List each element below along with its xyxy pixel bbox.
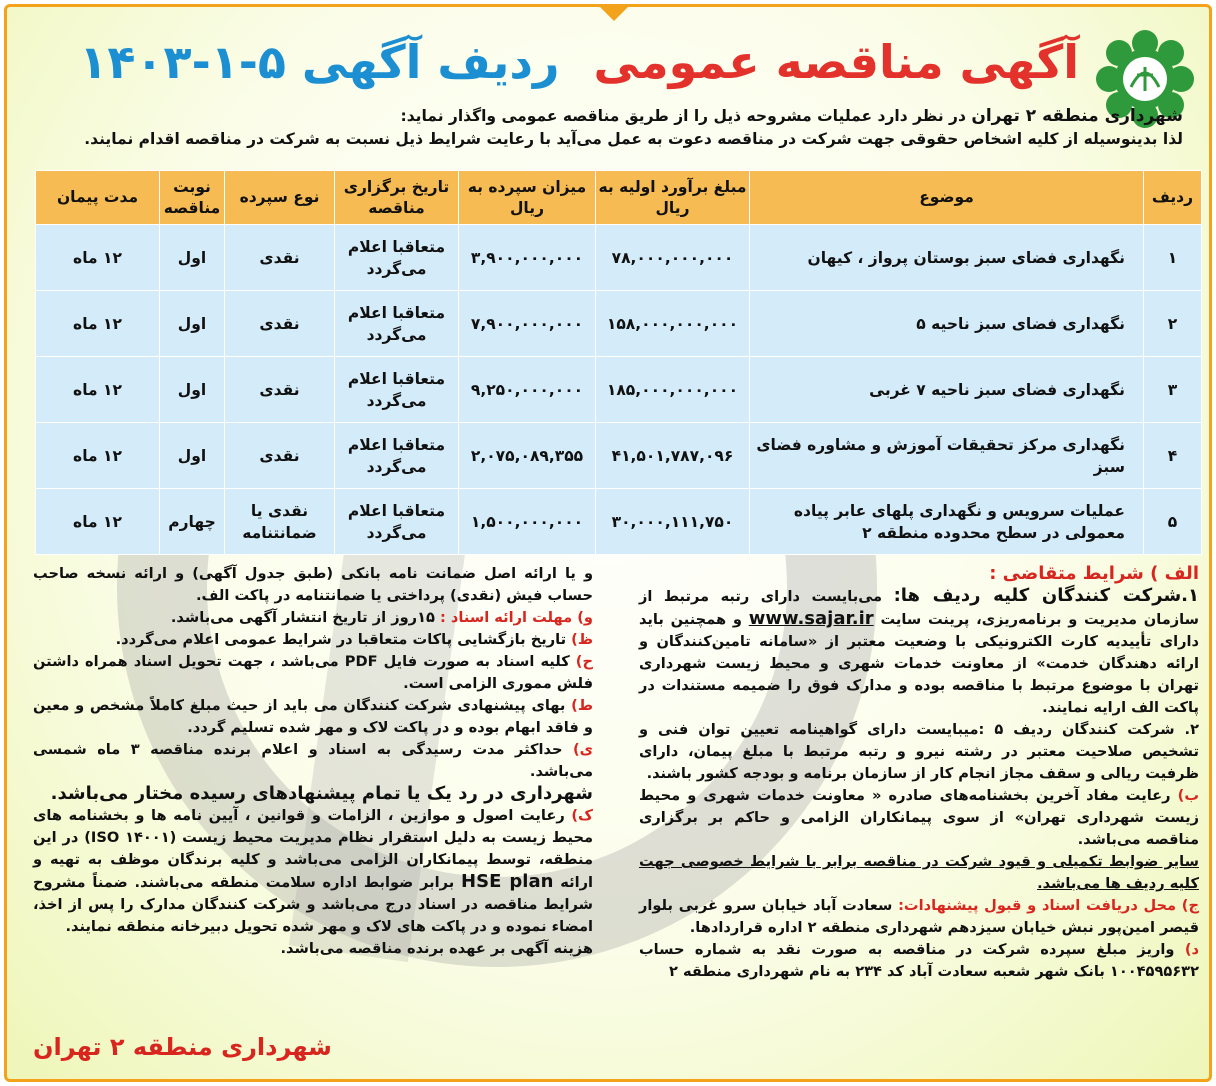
guarantee-text-a: و یا ارائه اصل ضمانت نامه بانکی <box>341 565 594 582</box>
condition-j-text: سعادت آباد خیابان سرو غربی بلوار قیصر امین‌پور نبش خیابان سیزدهم شهرداری منطقه ۲ اداره قراردادها. <box>639 897 1199 936</box>
column-header-deposit: میزان سپرده به ریال <box>459 171 596 225</box>
cell-round: اول <box>160 225 225 291</box>
cell-duration: ۱۲ ماه <box>36 357 160 423</box>
condition-2-text: ۲. شرکت کنندگان ردیف ۵ :میبایست دارای گواهینامه تعیین توان فنی و تشخیص صلاحیت معتبر در رشته نیرو و رتبه مرتبط با مبلغ پیمان، دارای ظرفیت ریالی و سقف مجاز انجام کار از سازمان برنامه و بودجه کشور باشند. <box>639 721 1199 782</box>
cell-deposit: ۹,۲۵۰,۰۰۰,۰۰۰ <box>459 357 596 423</box>
condition-y-text: حداکثر مدت رسیدگی به اسناد و اعلام برنده مناقصه ۳ ماه شمسی می‌باشد. <box>33 741 593 780</box>
column-header-estimate: مبلغ برآورد اولیه به ریال <box>596 171 750 225</box>
table-row <box>36 489 1202 555</box>
tender-table <box>35 170 1202 555</box>
intro-statement: در نظر دارد عملیات مشروحه ذیل را از طریق مناقصه عمومی واگذار نماید: <box>400 107 966 125</box>
cell-subject: نگهداری فضای سبز ناحیه ۷ غربی <box>750 357 1144 423</box>
ad-cost-text: هزینه آگهی بر عهده برنده مناقصه می‌باشد. <box>280 940 593 957</box>
column-header-row-number: ردیف <box>1144 171 1202 225</box>
condition-k-text: رعایت اصول و موازین ، الزامات و قوانین ، آیین نامه ها و بخشنامه های محیط زیست به دلیل استقرار نظام مدیریت محیط زیست (ISO ۱۴۰۰۱) در این منطقه، توسط پیمانکاران الزامی می‌باشد و کلیه برندگان موظف به تهیه و ارائه <box>33 807 594 891</box>
condition-y-label: ی) <box>572 741 593 758</box>
condition-z-text: تاریخ بازگشایی پاکات متعاقبا در شرایط عمومی اعلام می‌گردد. <box>115 631 567 648</box>
cell-num: ۲ <box>1144 291 1202 357</box>
cell-subject: نگهداری فضای سبز ناحیه ۵ <box>750 291 1144 357</box>
cell-deposit: ۳,۹۰۰,۰۰۰,۰۰۰ <box>459 225 596 291</box>
title-row-number: ردیف آگهی ۵-۱-۱۴۰۳ <box>79 35 560 89</box>
condition-v-label: و) مهلت ارائه اسناد : <box>440 609 593 626</box>
conditions-right-column <box>639 563 1199 983</box>
condition-k-label: ک) <box>571 807 593 824</box>
condition-h-label: ح) <box>575 653 593 670</box>
ad-frame <box>4 4 1212 1082</box>
cell-type: نقدی یا ضمانتنامه <box>225 489 335 555</box>
cell-estimate: ۱۵۸,۰۰۰,۰۰۰,۰۰۰ <box>596 291 750 357</box>
table-row <box>36 423 1202 489</box>
condition-d-text: واریز مبلغ سپرده شرکت در مناقصه به صورت نقد به شماره حساب ۱۰۰۴۵۹۵۶۳۲ بانک شهر شعبه سعادت آباد کد ۲۳۴ به نام شهرداری منطقه ۲ <box>639 941 1199 980</box>
cell-num: ۴ <box>1144 423 1202 489</box>
cell-estimate: ۴۱,۵۰۱,۷۸۷,۰۹۶ <box>596 423 750 489</box>
intro-invitation: لذا بدینوسیله از کلیه اشخاص حقوقی جهت شرکت در مناقصه دعوت به عمل می‌آید با رعایت شرایط ذیل نسبت به شرکت در مناقصه اقدام نمایند. <box>84 130 1183 148</box>
cell-round: چهارم <box>160 489 225 555</box>
intro-text <box>23 105 1183 151</box>
column-header-deposit-type: نوع سپرده <box>225 171 335 225</box>
table-header-row <box>36 171 1202 225</box>
cell-subject: نگهداری مرکز تحقیقات آموزش و مشاوره فضای سبز <box>750 423 1144 489</box>
top-notch-marker <box>600 7 628 21</box>
table-row <box>36 357 1202 423</box>
cell-date: متعاقبا اعلام می‌گردد <box>335 489 459 555</box>
cell-duration: ۱۲ ماه <box>36 291 160 357</box>
condition-b-label: ب) <box>1177 787 1199 804</box>
guarantee-bold: (طبق جدول آگهی) <box>192 565 334 582</box>
table-row <box>36 225 1202 291</box>
cell-round: اول <box>160 291 225 357</box>
cell-date: متعاقبا اعلام می‌گردد <box>335 225 459 291</box>
cell-num: ۳ <box>1144 357 1202 423</box>
condition-1-text-2: و همچنین باید دارای تأییدیه کارت الکترونیکی با وضعیت معتبر از «سامانه تامین‌کنندگان و ارائه دهندگان خدمت» از معاونت خدمات شهری و محیط زیست شهرداری تهران با موضوع مرتبط با مناقصه بوده و مدارک فوق را ضمیمه مستندات در پاکت الف ارایه نمایند. <box>639 611 1199 716</box>
column-header-date: تاریخ برگزاری مناقصه <box>335 171 459 225</box>
cell-deposit: ۲,۰۷۵,۰۸۹,۳۵۵ <box>459 423 596 489</box>
condition-d-label: د) <box>1184 941 1199 958</box>
sajar-website-link[interactable]: www.sajar.ir <box>748 608 874 629</box>
signature: شهرداری منطقه ۲ تهران <box>33 1033 332 1061</box>
cell-duration: ۱۲ ماه <box>36 423 160 489</box>
condition-1-label: ۱.شرکت کنندگان کلیه ردیف ها: <box>893 585 1199 606</box>
cell-round: اول <box>160 357 225 423</box>
cell-type: نقدی <box>225 225 335 291</box>
condition-z-label: ظ) <box>571 631 593 648</box>
intro-municipality: شهرداری منطقه ۲ تهران <box>971 106 1183 126</box>
condition-k-text-2: برابر ضوابط اداره سلامت منطقه می‌باشند. ضمناً مشروح شرایط مناقصه در اسناد درج می‌باشد و شرکت کنندگان مدارک را پس از اخذ، امضاء نموده و در پاکت های لاک و مهر شده تحویل دبیرخانه منطقه نمایند. <box>33 874 593 935</box>
title-main: آگهی مناقصه عمومی <box>593 35 1079 89</box>
cell-deposit: ۷,۹۰۰,۰۰۰,۰۰۰ <box>459 291 596 357</box>
cell-estimate: ۷۸,۰۰۰,۰۰۰,۰۰۰ <box>596 225 750 291</box>
column-header-round: نوبت مناقصه <box>160 171 225 225</box>
cell-duration: ۱۲ ماه <box>36 489 160 555</box>
condition-h-text: کلیه اسناد به صورت فایل PDF می‌باشد ، جهت تحویل اسناد همراه داشتن فلش مموری الزامی است. <box>33 653 593 692</box>
conditions-heading: الف ) شرایط متقاضی : <box>989 563 1199 584</box>
condition-j-label: ج) محل دریافت اسناد و قبول پیشنهادات: <box>898 897 1199 914</box>
cell-num: ۱ <box>1144 225 1202 291</box>
cell-date: متعاقبا اعلام می‌گردد <box>335 357 459 423</box>
cell-type: نقدی <box>225 291 335 357</box>
condition-v-text: ۱۵روز از تاریخ انتشار آگهی می‌باشد. <box>170 609 435 626</box>
condition-1-text: می‌بایست دارای رتبه مرتبط از سازمان مدیریت و برنامه‌ریزی، پرینت سایت <box>639 588 1199 628</box>
column-header-duration: مدت پیمان <box>36 171 160 225</box>
ad-title <box>79 35 1079 89</box>
conditions-section <box>33 563 1199 1073</box>
cell-date: متعاقبا اعلام می‌گردد <box>335 291 459 357</box>
condition-b-text: رعایت مفاد آخرین بخشنامه‌های صادره « معاونت خدمات شهری و محیط زیست شهرداری تهران» از سوی پیمانکاران الزامی و حاکم بر برگزاری مناقصه می‌باشد. <box>639 787 1199 848</box>
cell-round: اول <box>160 423 225 489</box>
rights-reserved-text: شهرداری در رد یک یا تمام پیشنهادهای رسیده مختار می‌باشد. <box>50 783 593 804</box>
cell-type: نقدی <box>225 423 335 489</box>
other-conditions-text: سایر ضوابط تکمیلی و قیود شرکت در مناقصه برابر با شرایط خصوصی جهت کلیه ردیف ها می‌باشد. <box>639 853 1199 892</box>
conditions-left-column <box>33 563 593 960</box>
cell-estimate: ۱۸۵,۰۰۰,۰۰۰,۰۰۰ <box>596 357 750 423</box>
cell-subject: عملیات سرویس و نگهداری پلهای عابر پیاده معمولی در سطح محدوده منطقه ۲ <box>750 489 1144 555</box>
cell-type: نقدی <box>225 357 335 423</box>
cell-duration: ۱۲ ماه <box>36 225 160 291</box>
cell-num: ۵ <box>1144 489 1202 555</box>
column-header-subject: موضوع <box>750 171 1144 225</box>
condition-t-label: ط) <box>571 697 593 714</box>
cell-subject: نگهداری فضای سبز بوستان پرواز ، کیهان <box>750 225 1144 291</box>
cell-estimate: ۳۰,۰۰۰,۱۱۱,۷۵۰ <box>596 489 750 555</box>
guarantee-text-b: و ارائه نسخه صاحب حساب فیش (نقدی) پرداختی یا ضمانتنامه در پاکت الف. <box>33 565 593 604</box>
cell-deposit: ۱,۵۰۰,۰۰۰,۰۰۰ <box>459 489 596 555</box>
condition-t-text: بهای پیشنهادی شرکت کنندگان می باید از حیث مبلغ کاملاً مشخص و معین و فاقد ابهام بوده و در پاکت لاک و مهر شده تسلیم گردد. <box>33 697 593 736</box>
table-body <box>36 225 1202 555</box>
cell-date: متعاقبا اعلام می‌گردد <box>335 423 459 489</box>
hse-plan-label: HSE plan <box>461 871 554 892</box>
table-row <box>36 291 1202 357</box>
